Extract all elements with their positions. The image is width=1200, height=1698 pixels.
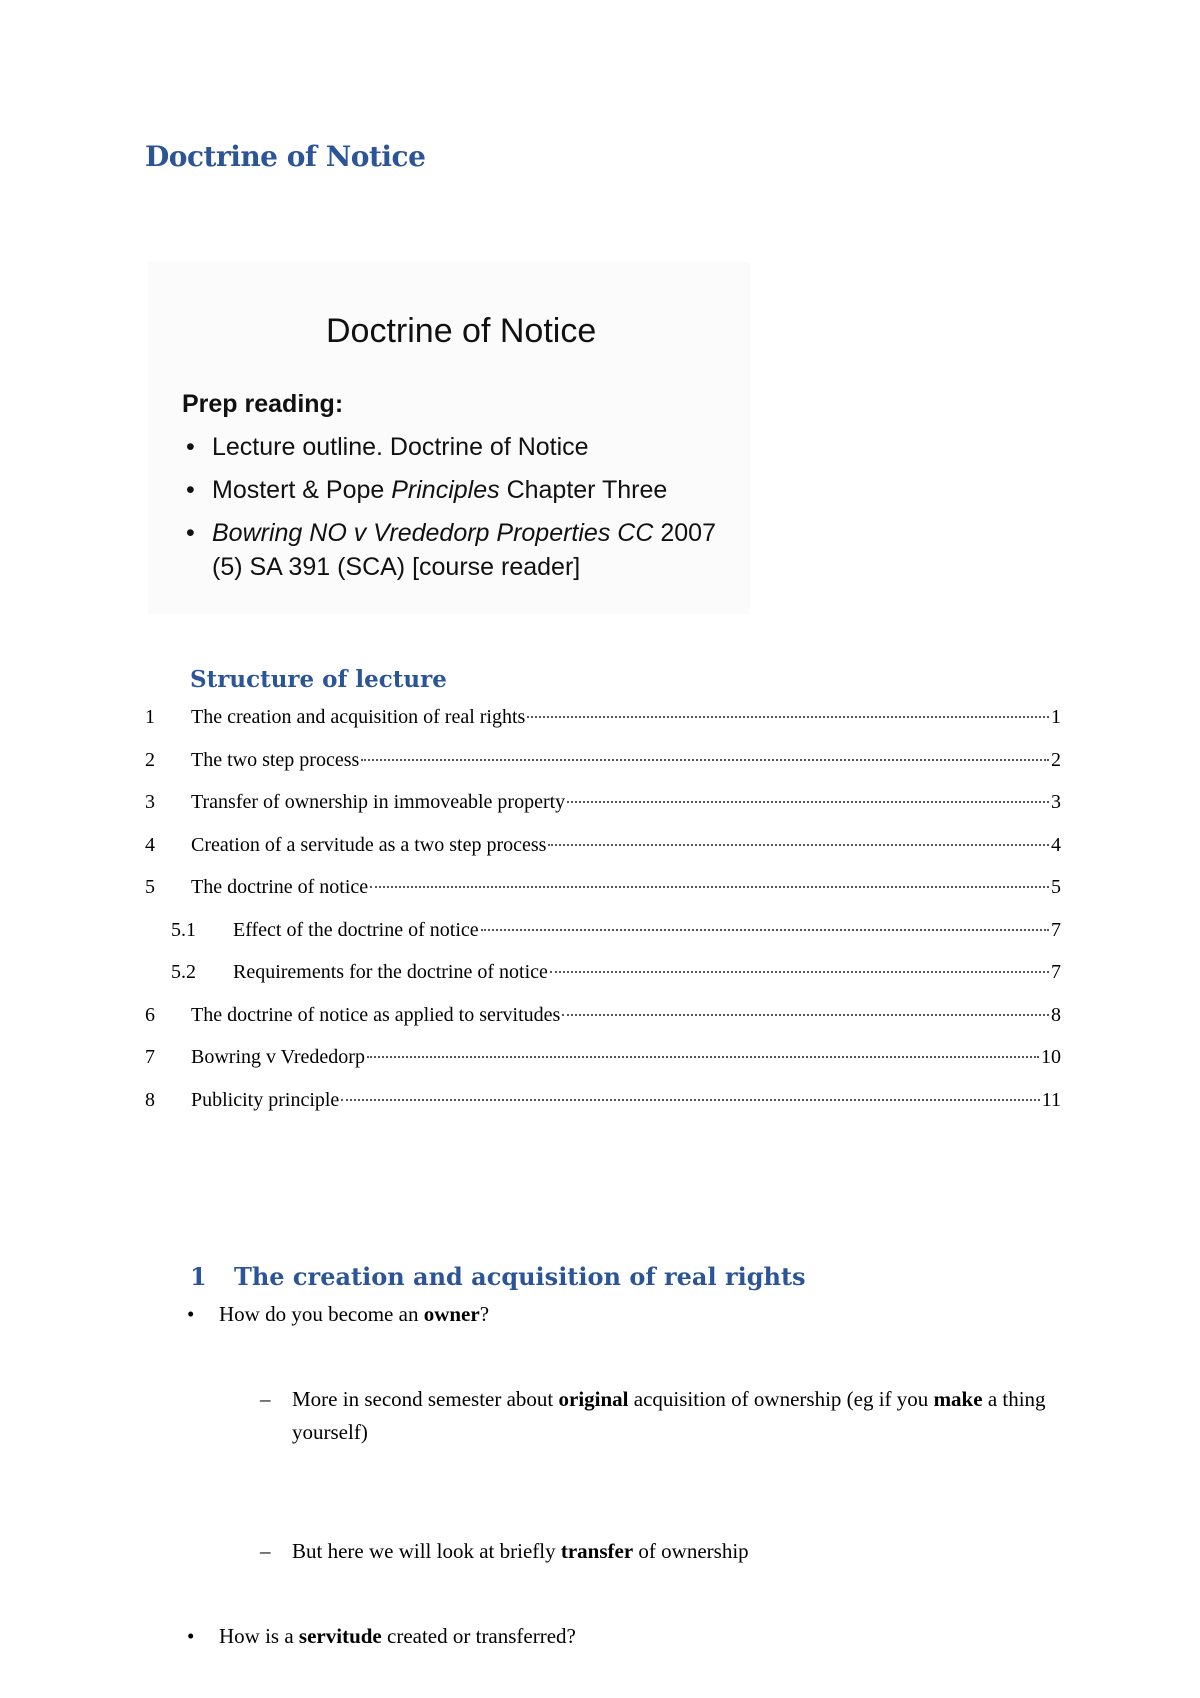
bullet-marker: • [187,1302,195,1326]
toc-page: 3 [1051,791,1061,813]
toc-number: 6 [145,1003,155,1026]
toc-leader [567,801,1049,803]
table-of-contents [145,702,1061,1127]
toc-text: Bowring v Vrededorp [191,1046,365,1068]
toc-text: Publicity principle [191,1088,340,1111]
toc-leader [481,929,1049,931]
toc-page: 1 [1051,706,1061,728]
toc-subentry[interactable] [145,957,1061,1000]
slide-bullet: • Mostert & Pope Principles Chapter Three [182,473,716,507]
toc-page: 2 [1051,748,1061,771]
toc-text: Transfer of ownership in immoveable property [191,791,566,813]
toc-subentry[interactable] [145,915,1061,958]
section-heading [190,1262,806,1291]
toc-page: 8 [1051,1003,1061,1026]
toc-text: Requirements for the doctrine of notice [233,961,548,983]
bullet-item: • How is a servitude created or transferred? [185,1620,1200,1653]
toc-entry[interactable] [145,1085,1061,1128]
slide-title: Doctrine of Notice [326,312,597,350]
toc-entry[interactable] [145,830,1061,873]
toc-text: Creation of a servitude as a two step process [191,833,547,856]
toc-text: Effect of the doctrine of notice [233,918,479,941]
section-number: 1 [190,1262,207,1291]
toc-entry[interactable] [145,1000,1061,1043]
toc-page: 7 [1051,961,1061,983]
toc-text: The doctrine of notice as applied to servitudes [191,1003,561,1026]
dash-marker: – [260,1539,271,1563]
toc-number: 7 [145,1046,155,1068]
toc-number: 5.1 [171,918,196,941]
toc-leader [367,1056,1039,1058]
slide-bullet-list [182,430,716,593]
toc-page: 7 [1051,918,1061,941]
toc-page: 4 [1051,833,1061,856]
toc-leader [341,1099,1039,1101]
toc-page: 11 [1041,1088,1061,1111]
dash-marker: – [260,1387,271,1411]
toc-number: 3 [145,791,155,813]
toc-number: 8 [145,1088,155,1111]
toc-leader [370,886,1049,888]
bullet-item: • How do you become an owner? [185,1298,1200,1331]
slide-bullet: • Bowring NO v Vrededorp Properties CC 2007 (5) SA 391 (SCA) [course reader] [182,516,716,584]
toc-text: The doctrine of notice [191,876,369,898]
toc-leader [562,1014,1049,1016]
toc-leader [548,844,1049,846]
section-title: The creation and acquisition of real rights [234,1262,806,1291]
toc-number: 5 [145,876,155,898]
bullet-marker: • [187,1624,195,1648]
toc-leader [361,759,1049,761]
toc-entry[interactable] [145,702,1061,745]
toc-heading: Structure of lecture [190,666,447,693]
toc-number: 4 [145,833,155,856]
slide-bullet: • Lecture outline. Doctrine of Notice [182,430,716,464]
toc-number: 2 [145,748,155,771]
toc-entry[interactable] [145,872,1061,915]
toc-entry[interactable] [145,745,1061,788]
embedded-slide-image [148,262,750,614]
toc-page: 10 [1041,1046,1061,1068]
toc-page: 5 [1051,876,1061,898]
toc-number: 1 [145,706,155,728]
prep-reading-label: Prep reading: [182,390,344,418]
toc-text: The two step process [191,748,360,771]
toc-leader [527,716,1049,718]
document-title: Doctrine of Notice [145,140,426,173]
toc-number: 5.2 [171,961,196,983]
toc-leader [550,971,1049,973]
dash-item: – But here we will look at briefly transfer of ownership [260,1535,1092,1568]
dash-item: – More in second semester about original acquisition of ownership (eg if you make a thing yourself) [260,1383,1092,1449]
toc-entry[interactable] [145,787,1061,830]
toc-text: The creation and acquisition of real rights [191,706,526,728]
toc-entry[interactable] [145,1042,1061,1085]
